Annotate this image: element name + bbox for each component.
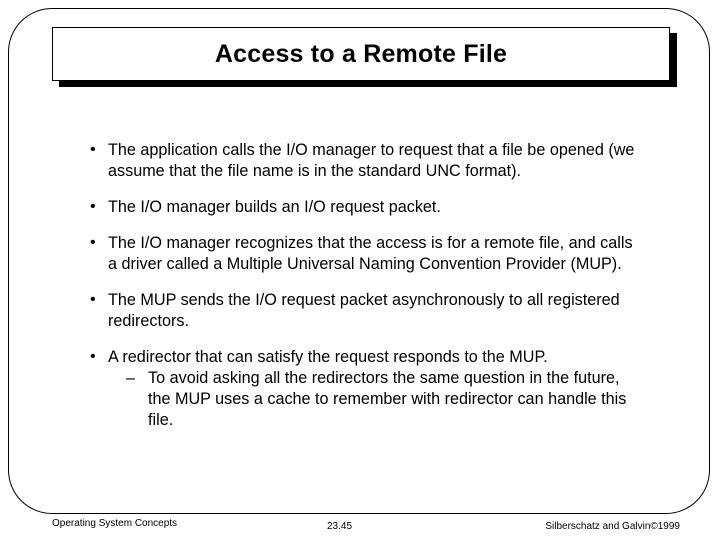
bullet-text: A redirector that can satisfy the request responds to the MUP.: [108, 348, 548, 366]
bullet-text: The I/O manager builds an I/O request packet.: [108, 198, 441, 216]
bullet-text: The MUP sends the I/O request packet asynchronously to all registered redirectors.: [108, 291, 620, 330]
sub-bullet-item: [108, 368, 635, 431]
bullet-item-3: [90, 233, 635, 275]
bullet-item-1: [90, 140, 635, 182]
bullet-list: [90, 140, 635, 431]
bullet-item-2: [90, 197, 635, 218]
sub-bullet-marker: –: [126, 369, 136, 387]
slide-title: Access to a Remote File: [214, 39, 508, 68]
footer-left: Operating System Concepts: [52, 518, 178, 529]
bullet-text: The I/O manager recognizes that the access is for a remote file, and calls a driver called a Multiple Universal Naming Convention Provider (MUP).: [108, 234, 633, 273]
bullet-item-5: [90, 347, 635, 431]
sub-bullet-text: To avoid asking all the redirectors the same question in the future, the MUP uses a cache to remember with redirector can handle this file.: [148, 369, 627, 429]
title-box: [52, 27, 670, 81]
footer-right: Silberschatz and Galvin©1999: [545, 521, 680, 532]
bullet-text: The application calls the I/O manager to request that a file be opened (we assume that the file name is in the standard UNC format).: [108, 141, 635, 180]
bullet-item-4: [90, 290, 635, 332]
footer-page-number: 23.45: [327, 521, 353, 532]
